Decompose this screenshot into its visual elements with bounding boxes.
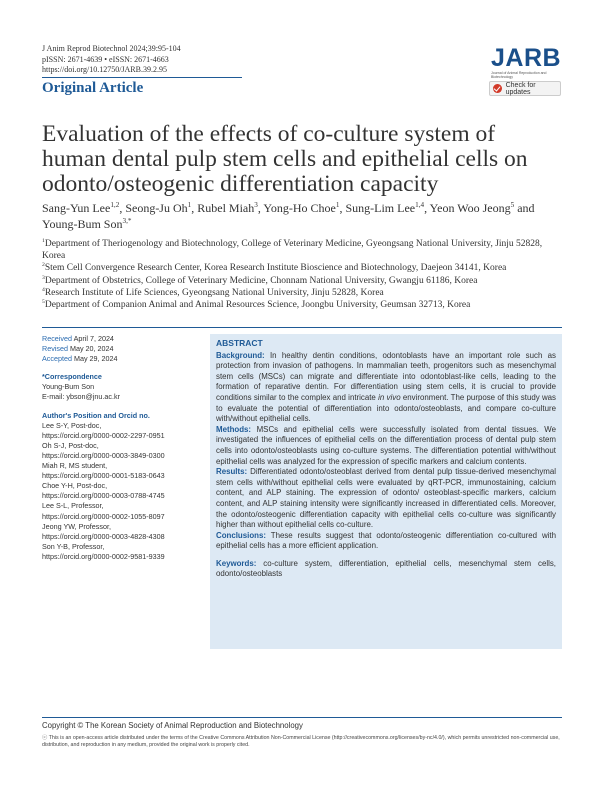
header-divider — [42, 77, 242, 78]
affiliation-text: Department of Obstetrics, College of Veterinary Medicine, Chonnam National University, Gwangju 61186, Korea — [44, 275, 478, 286]
author-name: Yong-Ho Choe — [263, 201, 336, 215]
article-title: Evaluation of the effects of co-culture system of human dental pulp stem cells and epithelial cells on odonto/osteogenic differentiation capacity — [42, 121, 528, 197]
check-for-updates-button[interactable] — [489, 81, 561, 96]
article-date-label: Received — [42, 334, 72, 343]
affiliation-item — [42, 262, 562, 274]
correspondence-heading: *Correspondence — [42, 372, 102, 382]
orcid-link[interactable]: https://orcid.org/0000-0003-4828-4308 — [42, 531, 165, 541]
check-updates-label: Check for updates — [505, 81, 536, 96]
article-date-value: April 7, 2024 — [73, 334, 114, 343]
affiliation-number: 5 — [42, 298, 45, 305]
keywords-text: co-culture system, differentiation, epithelial cells, mesenchymal stem cells, odonto/osteoblasts — [216, 558, 556, 579]
affiliation-text: Department of Companion Animal and Animal Resources Science, Joongbu University, Geumsan 32713, Korea — [44, 300, 471, 311]
orcid-author: Lee S-Y, Post-doc, — [42, 420, 102, 430]
abstract — [216, 338, 556, 580]
license-notice — [42, 735, 562, 749]
results-text: Differentiated odonto/osteoblast derived from dental pulp tissue-derived mesenchymal stem cells with/without epithelial cells were evaluated by qRT-PCR, immunostaining, calcium content, and ALP staining. The expression of odonto/ osteoblast-specific markers, calcium content, and ALP staining intensity were significantly increased in differentiated cells. Moreover, the odonto/osteogenic differentiation capacity with epithelial cells co-culture was significantly higher than without epithelial cells co-culture. — [216, 467, 556, 530]
conclusions-label: Conclusions: — [216, 530, 266, 540]
author-name: Yeon Woo Jeong — [429, 201, 511, 215]
orcid-heading: Author's Position and Orcid no. — [42, 410, 150, 420]
check-updates-icon — [493, 84, 502, 93]
affiliation-number: 4 — [42, 286, 45, 293]
orcid-link[interactable]: https://orcid.org/0000-0002-2297-0951 — [42, 430, 165, 440]
author-affiliation-mark: 1 — [335, 201, 340, 209]
article-type: Original Article — [42, 80, 144, 96]
orcid-author: Jeong YW, Professor, — [42, 521, 111, 531]
affiliation-text: Research Institute of Life Sciences, Gyeongsang National University, Jinju 52828, Korea — [44, 287, 384, 298]
journal-logo: JARB — [491, 44, 562, 72]
orcid-list — [42, 421, 202, 562]
background-label: Background: — [216, 350, 265, 360]
journal-logo-subtitle: Journal of Animal Reproduction and Biotechnology — [491, 71, 547, 79]
conclusions-text: These results suggest that odonto/osteogenic differentiation co-cultured with epithelial cells has a more efficient application. — [216, 530, 556, 551]
license-text: This is an open-access article distributed under the terms of the Creative Commons Attribution Non-Commercial License (http://creativecommons.org/licenses/by-nc/4.0/), which permits unrestricted non-commercial use, distribution, and reproduction in any medium, provided the original work is properly cited. — [42, 735, 560, 748]
article-sidebar — [42, 334, 202, 562]
article-date-label: Accepted — [42, 354, 72, 364]
abstract-conclusions — [216, 531, 556, 552]
background-italic: in vivo — [378, 392, 401, 402]
orcid-link[interactable]: https://orcid.org/0000-0002-9581-9339 — [42, 551, 165, 561]
orcid-author: Lee S-L, Professor, — [42, 501, 104, 511]
orcid-author: Miah R, MS student, — [42, 461, 108, 471]
footer-divider — [42, 717, 562, 718]
orcid-author: Oh S-J, Post-doc, — [42, 440, 99, 450]
affiliation-item — [42, 299, 562, 311]
journal-meta — [42, 44, 181, 76]
orcid-link[interactable]: https://orcid.org/0000-0001-5183-0643 — [42, 471, 165, 481]
author-affiliation-mark: 1 — [187, 201, 192, 209]
results-label: Results: — [216, 467, 248, 477]
affiliation-number: 2 — [42, 262, 45, 269]
author-affiliation-mark: 5 — [510, 201, 515, 209]
author-name: Rubel Miah — [197, 201, 255, 215]
article-dates — [42, 334, 202, 364]
background-text-a: In healthy dentin conditions, odontoblasts have an important role such as protection from invasion of pathogens. In mammalian teeth, progenitors such as mesenchymal stem cells (MSCs) can migrate and differentiate into odontoblast-like cells, leading to the formation of reparative dentin. For differentiation using stem cells, it is crucial to provide conditions similar to the complex and intricate — [216, 350, 556, 402]
orcid-author: Choe Y-H, Post-doc, — [42, 481, 108, 491]
author-name: Seong-Ju Oh — [125, 201, 188, 215]
abstract-methods — [216, 425, 556, 467]
methods-label: Methods: — [216, 424, 252, 434]
affiliation-text: Department of Theriogenology and Biotechnology, College of Veterinary Medicine, Gyeongsang National University, Jinju 52828, Korea — [42, 239, 543, 262]
journal-citation: J Anim Reprod Biotechnol 2024;39:95-104 — [42, 44, 181, 53]
section-divider — [42, 327, 562, 328]
methods-text: MSCs and epithelial cells were successfully isolated from dental tissues. We investigated the influences of epithelial cells on the differentiation process of dental pulp stem cells into odonto/osteoblasts using co-culture systems. The differentiation potential with/without epithelial cells was analyzed for the expression of specific markers and calcium contents. — [216, 424, 556, 466]
affiliation-number: 1 — [42, 237, 45, 244]
author-affiliation-mark: 3,* — [122, 217, 132, 225]
orcid-link[interactable]: https://orcid.org/0000-0003-3849-0300 — [42, 450, 165, 460]
orcid-author: Son Y-B, Professor, — [42, 541, 105, 551]
affiliation-number: 3 — [42, 274, 45, 281]
author-affiliation-mark: 1,4 — [415, 201, 425, 209]
author-name: Sung-Lim Lee — [345, 201, 416, 215]
copyright-notice: Copyright © The Korean Society of Animal Reproduction and Biotechnology — [42, 721, 303, 730]
abstract-heading: ABSTRACT — [216, 338, 263, 348]
article-date — [42, 354, 202, 364]
issn-line: pISSN: 2671-4639 • eISSN: 2671-4663 — [42, 54, 169, 64]
author-name: and Young-Bum Son — [42, 201, 535, 231]
orcid-link[interactable]: https://orcid.org/0000-0002-1055-8097 — [42, 511, 165, 521]
correspondence-email[interactable]: E-mail: ybson@jnu.ac.kr — [42, 392, 120, 402]
affiliation-text: Stem Cell Convergence Research Center, Korea Research Institute Bioscience and Biotechnology, Daejeon 34141, Korea — [44, 263, 507, 274]
article-date-value: May 29, 2024 — [73, 354, 118, 364]
article-date — [42, 334, 202, 344]
affiliation-item — [42, 275, 562, 287]
article-date-label: Revised — [42, 344, 68, 354]
doi-link[interactable]: https://doi.org/10.12750/JARB.39.2.95 — [42, 65, 167, 74]
author-list: Sang-Yun Lee$^{1,2}$, Seong-Ju Oh$^1$, Rubel Miah$^3$, Yong-Ho Choe$^1$, Sung-Lim Lee$^{1,4}$, Yeon Woo Jeong$^5$ and Young-Bum Son$^{3,*}$ — [42, 201, 535, 231]
author-affiliation-mark: 3 — [254, 201, 258, 209]
affiliation-list — [42, 238, 562, 311]
author-name: Sang-Yun Lee — [42, 201, 111, 215]
keywords-label: Keywords: — [216, 558, 257, 568]
abstract-keywords — [216, 559, 556, 580]
author-affiliation-mark: 1,2 — [110, 201, 120, 209]
background-text-b: environment. The purpose of this study was to evaluate the potential of differentiation into odonto/osteoblasts, and compare co-culture with/without epithelial cells. — [216, 392, 556, 424]
article-date — [42, 344, 202, 354]
correspondence-name: Young-Bum Son — [42, 382, 95, 392]
cc-icon: ⓒ — [42, 735, 49, 741]
orcid-link[interactable]: https://orcid.org/0000-0003-0788-4745 — [42, 491, 165, 501]
affiliation-item — [42, 287, 562, 299]
article-date-value: May 20, 2024 — [69, 344, 114, 354]
abstract-results — [216, 467, 556, 531]
affiliation-item — [42, 238, 562, 262]
abstract-background — [216, 351, 556, 425]
